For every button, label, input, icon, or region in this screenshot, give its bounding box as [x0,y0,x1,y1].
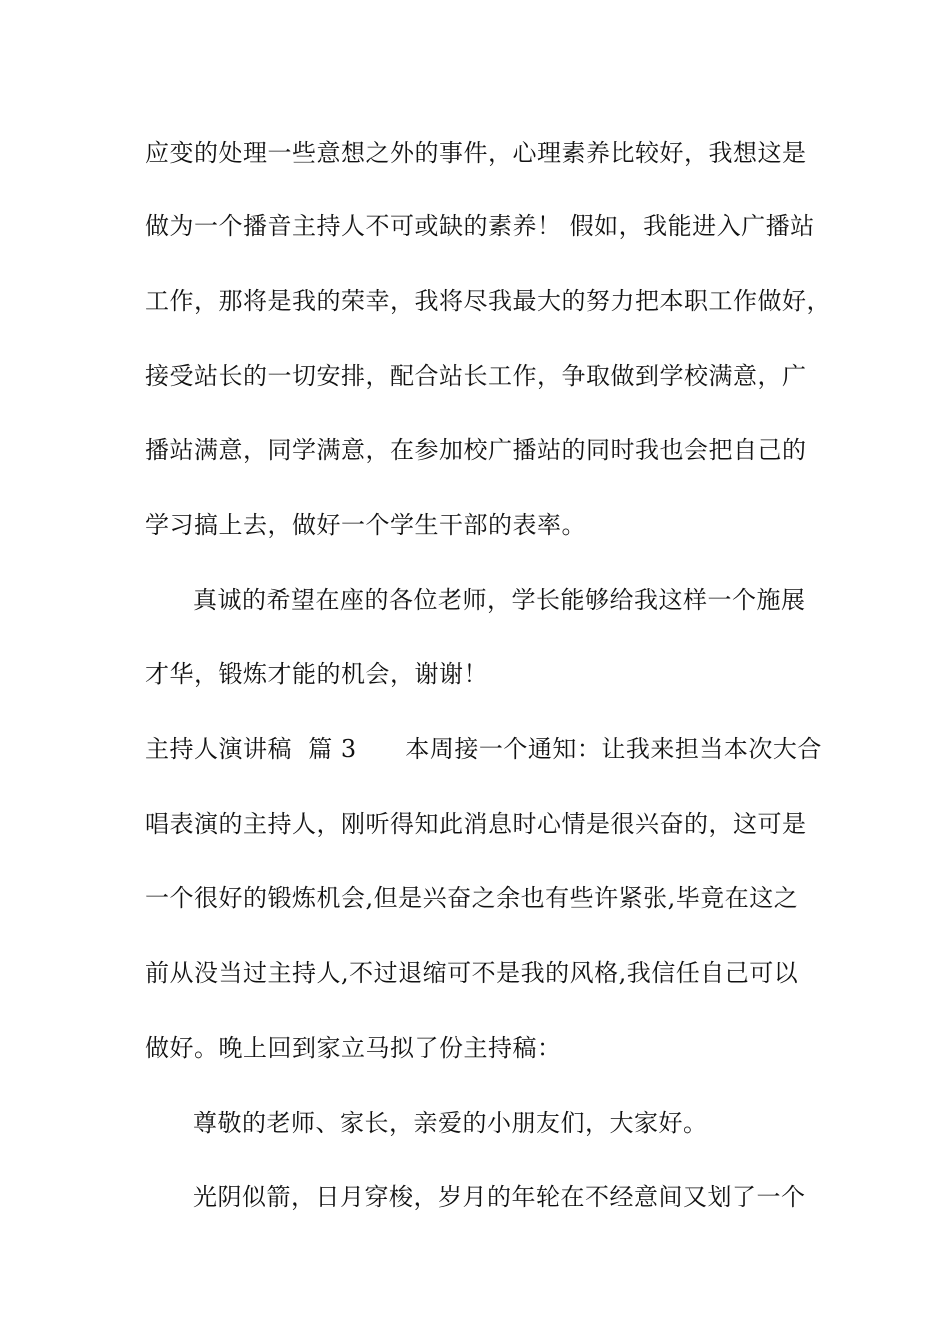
text-line: 应变的处理一些意想之外的事件，心理素养比较好，我想这是 [145,139,807,167]
text-line: 做好。晚上回到家立马拟了份主持稿： [145,1034,562,1062]
text-line: 才华，锻炼才能的机会，谢谢！ [145,660,488,688]
section-heading-line: 主持人演讲稿 篇 3 本周接一个通知：让我来担当本次大合 [145,735,822,763]
text-line: 真诚的希望在座的各位老师，学长能够给我这样一个施展 [193,586,806,614]
text-line: 唱表演的主持人，刚听得知此消息时心情是很兴奋的，这可是 [145,810,807,838]
text-line: 学习搞上去，做好一个学生干部的表率。 [145,511,586,539]
text-line: 工作，那将是我的荣幸，我将尽我最大的努力把本职工作做好， [145,287,831,315]
text-line: 做为一个播音主持人不可或缺的素养！ 假如，我能进入广播站 [145,212,815,240]
text-line: 一个很好的锻炼机会,但是兴奋之余也有些许紧张,毕竟在这之 [145,884,799,912]
text-line: 前从没当过主持人,不过退缩可不是我的风格,我信任自己可以 [145,959,799,987]
text-line: 光阴似箭，日月穿梭，岁月的年轮在不经意间又划了一个 [193,1183,806,1211]
text-line: 接受站长的一切安排，配合站长工作，争取做到学校满意，广 [145,362,807,390]
text-line: 播站满意，同学满意，在参加校广播站的同时我也会把自己的 [145,436,807,464]
text-line: 尊敬的老师、家长，亲爱的小朋友们，大家好。 [193,1109,708,1137]
